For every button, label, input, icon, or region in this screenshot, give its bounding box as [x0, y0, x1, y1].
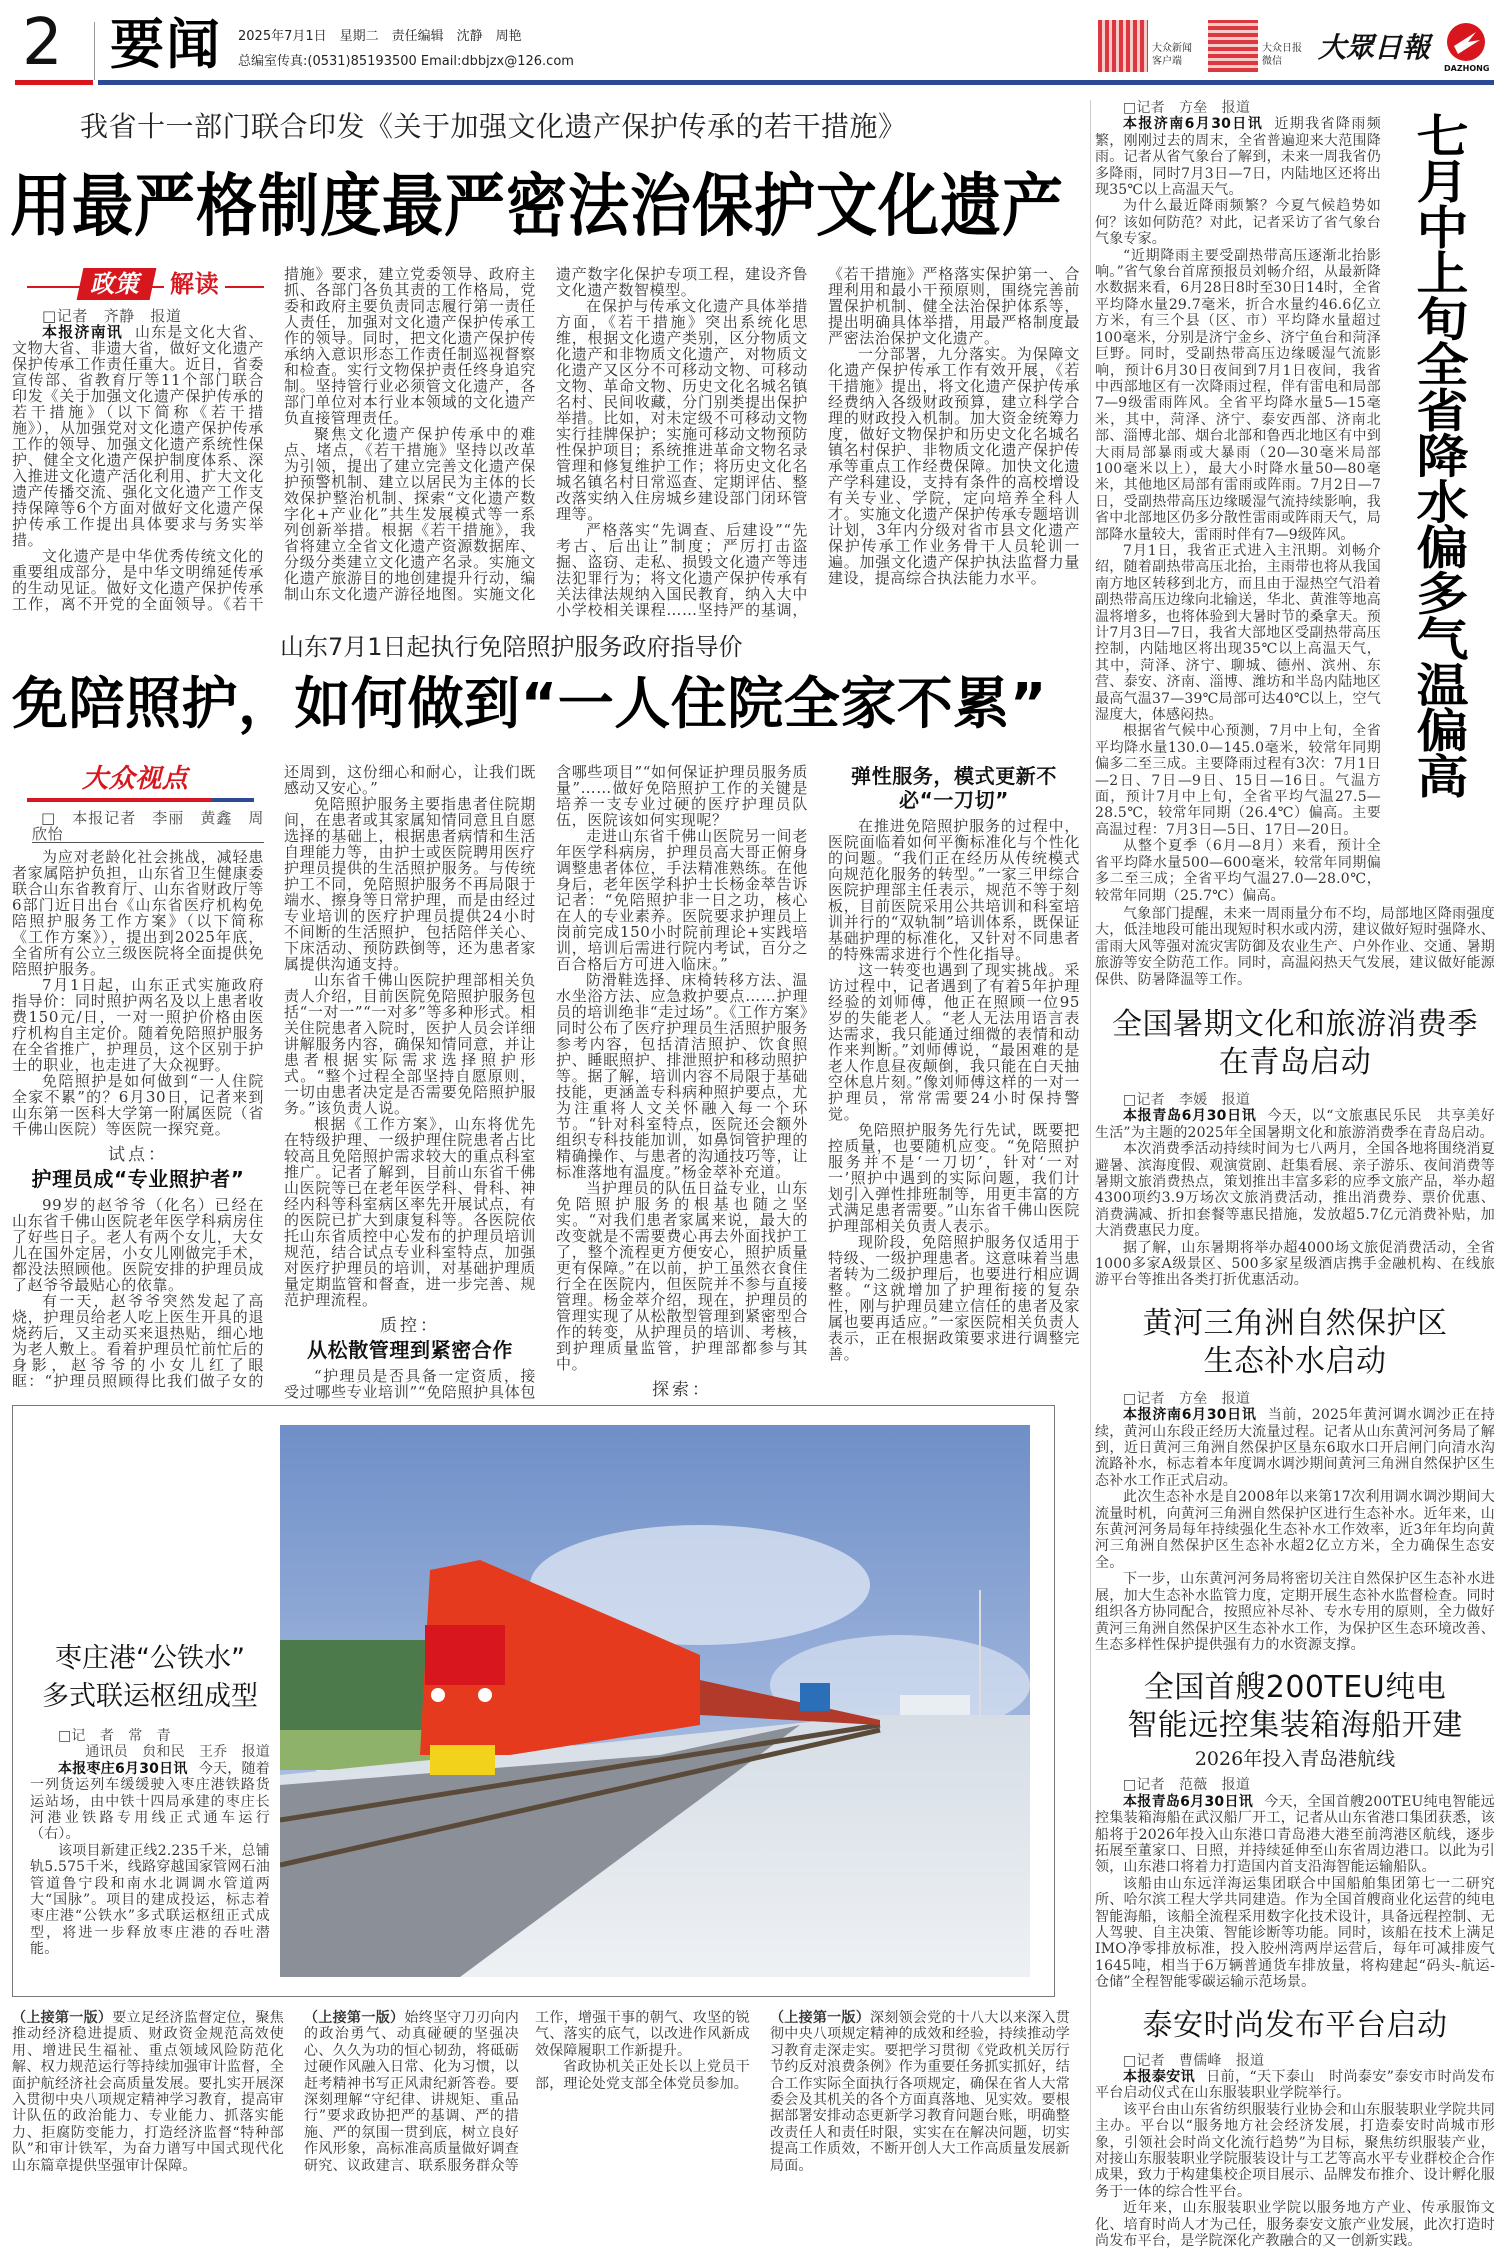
paragraph: 一分部署，九分落实。为保障文化遗产保护传承工作有效开展，《若干措施》提出，将文化遗产保护传承经费纳入各级财政预算，建立科学合理的财政投入机制。加大资金统筹力度，做好文物保护和历史文化名城名镇名村保护、非物质文化遗产保护传承等重点工作经费保障。加快文化遗产学科建设，支持有条件的高校增设有关专业、学院，定向培养全科人才。实施文化遗产保护传承专题培训计划，3年内分级对省市县文化遗产保护传承工作业务骨干人员轮训一遍。加强文化遗产保护执法监督力量建设，提高综合执法能力水平。 [828, 345, 1080, 587]
paragraph: 在推进免陪照护服务的过程中，医院面临着如何平衡标准化与个性化的问题。“我们正在经历从传统模式向规范化服务的转型。”一家三甲综合医院护理部主任表示，规范不等于刻板，目前医院采用公共培训和科室培训并行的“双轨制”培训体系，既保证基础护理的标准化，又针对不同患者的特殊需求进行个性化指导。 [828, 817, 1080, 963]
date-line: 2025年7月1日 星期二 责任编辑 沈静 周艳 [238, 29, 522, 44]
banner-rule-blue [212, 798, 254, 802]
brief-headline [1095, 1669, 1495, 1745]
dateline: 本报济南6月30日讯 [1123, 1407, 1257, 1424]
paragraph: 走进山东省千佛山医院另一间老年医学科病房，护理员高大哥正俯身调整患者体位，手法精准熟练。在他身后，老年医学科护士长杨金萃告诉记者：“免陪照护非一日之功，核心在人的专业素养。医院要求护理员上岗前完成150小时院前理论+实践培训，培训后需进行院内考试，百分之百合格后方可进入临床。” [556, 827, 808, 973]
banner-rule [27, 798, 212, 802]
paragraph [12, 324, 264, 548]
section-title: 护理员成“专业照护者” [31, 1167, 245, 1191]
newspaper-logo [1318, 22, 1498, 78]
paragraph: 据了解，山东暑期将举办超4000场文旅促消费活动，全省1000多家A级景区、500多家星级酒店携手金融机构、在线旅游平台等推出各类打折优惠活动。 [1095, 1239, 1495, 1289]
paragraph: 为什么最近降雨频繁？今夏气候趋势如何？该如何防范？对此，记者采访了省气象台气象专家。 [1095, 198, 1381, 248]
continued-strip [12, 2010, 1080, 2186]
dazhong-viewpoint-banner [12, 764, 264, 804]
paragraph-text: 今天，以“文旅惠民乐民 共享美好生活”为主题的2025年全国暑期文化和旅游消费季在青岛启动。 [1095, 1108, 1495, 1141]
headline-line: 智能远控集装箱海船开建 [1127, 1708, 1463, 1744]
headline-line: 枣庄港“公铁水” [55, 1643, 245, 1674]
qr-label-app [1152, 42, 1192, 68]
byline: 通讯员 贠和民 王乔 报道 [85, 1744, 270, 1761]
policy-banner [12, 266, 264, 302]
paragraph: 根据《工作方案》，山东将优先在特级护理、一级护理住院患者占比较高且免陪照护需求较大的重点科室推广。记者了解到，目前山东省千佛山医院等已在老年医学科、骨科、神经内科等科室病区率先开展试点，有的医院已扩大到康复科等。各医院依托山东省质控中心发布的护理员培训规范，结合试点专业科室特点，加强对医疗护理员的培训，对基础护理质量定期监管和督查，进一步完善、规范护理流程。 [284, 1115, 536, 1309]
banner-label: 大众视点 [82, 764, 189, 794]
paragraph: 7月1日，我省正式进入主汛期。刘畅介绍，随着副热带高压北抬，主雨带也将从我国南方地区转移到北方，而且由于湿热空气沿着副热带高压边缘向北输送，华北、黄淮等地高温将增多，也将体验到大暑时节的桑拿天。预计7月3日—7日，我省大部地区受副热带高压控制，内陆地区将出现35℃以上高温天气，其中，菏泽、济宁、聊城、德州、滨州、东营、泰安、济南、淄博、潍坊和半岛内陆地区最高气温37—39℃局部可达40℃以上，空气湿度大，体感闷热。 [1095, 542, 1381, 724]
paragraph: 严格落实“先调查、后建设”“先考古、后出让”制度；严厉打击盗掘、盗窃、走私、损毁文化遗产等违法犯罪行为；将文化遗产保护传承有关法律法规纳入国民教育，纳入大中小学校相关课程……坚持严的基调，《若干措施》严格落实保护第一、合理利用和最小干预原则，围绕完善前置保护机制、健全法治保护体系等，提出明确具体举措，用最严格制度最严密法治保护文化遗产。 [556, 266, 1080, 619]
paragraph-text: 当前，2025年黄河调水调沙正在持续，黄河山东段正经历大流量过程。记者从山东黄河河务局了解到，近日黄河三角洲自然保护区垦东6取水口开启闸门向清水沟流路补水，标志着本年度调水调沙期间黄河三角洲自然保护区生态补水工作正式启动。 [1095, 1407, 1495, 1489]
weather-closing [1095, 906, 1495, 988]
continued-item [12, 2010, 284, 2174]
dateline: 本报青岛6月30日讯 [1123, 1108, 1257, 1125]
dateline: 本报泰安讯 [1123, 2069, 1196, 2085]
qr-label-line: 大众新闻 [1152, 43, 1192, 54]
section-title: 弹性服务，模式更新不必“一刀切” [851, 764, 1057, 812]
dateline: 本报枣庄6月30日讯 [58, 1760, 188, 1777]
paragraph: 防滑鞋选择、床椅转移方法、温水坐浴方法、应急救护要点……护理员的培训绝非“走过场”。《工作方案》同时公布了医疗护理员生活照护服务参考内容，包括清洁照护、饮食照护、睡眠照护、排泄照护和移动照护等。据了解，培训内容不局限于基础技能，更涵盖专科病种照护要点，尤为注重将人文关怀融入每一个环节。“针对科室特点，医院还会额外组织专科技能加训，如鼻饲管护理的精确操作、与患者的沟通技巧等，让标准落地有温度。”杨金萃补充道。 [556, 971, 808, 1181]
container [800, 1683, 830, 1711]
paragraph-text: 始终坚守刀刃向内的政治勇气、动真碰硬的坚强决心、久久为功的恒心韧劲，将砥砺过硬作风融入日常、化为习惯，以赶考精神书写正风肃纪新答卷。要深刻理解“守纪律、讲规矩、重品行”要求政协把严的基调、严的措施、严的氛围一贯到底，树立良好作风形象，高标准高质量做好调查研究、议政建言、联系服务群众等工作，增强干事的朝气、攻坚的锐气、落实的底气，以改进作风新成效保障履职工作新提升。 [304, 2010, 750, 2174]
paragraph: 为应对老龄化社会挑战，减轻患者家属陪护负担，山东省卫生健康委联合山东省教育厅、山东省财政厅等6部门近日出台《山东省医疗机构免陪照护服务工作方案》（以下简称《工作方案》），提出到2025年底，全省所有公立三级医院将全面提供免陪照护服务。 [12, 848, 264, 978]
paragraph [770, 2010, 1070, 2174]
paragraph-text: 山东是文化大省、文物大省、非遗大省，做好文化遗产保护传承工作责任重大。近日，省委宣传部、省教育厅等11个部门联合印发《关于加强文化遗产保护传承的若干措施》（以下简称《若干措施》），从加强党对文化遗产保护传承工作的领导、加强文化遗产系统性保护、健全文化遗产保护制度体系、深入推进文化遗产活化利用、扩大文化遗产传播交流、强化文化遗产工作支持保障等6个方面对做好文化遗产保护传承工作提出具体要求与务实举措。 [12, 323, 264, 549]
byline: □记者 范薇 报道 [1123, 1777, 1251, 1794]
headline-line: 黄河三角洲自然保护区 [1142, 1305, 1448, 1341]
logo-emblem-icon [1446, 22, 1486, 62]
brief-article [1095, 2007, 1495, 2249]
paragraph-text: 近期我省降雨频繁，刚刚过去的周末，全省普遍迎来大范围降雨。记者从省气象台了解到，未来一周我省仍多降雨，同时7月3日—7日，内陆地区还将出现35℃以上高温天气。 [1095, 116, 1381, 199]
paragraph: 在保护与传承文化遗产具体举措方面，《若干措施》突出系统化思维，根据文化遗产类别，区分物质文化遗产和非物质文化遗产，对物质文化遗产又区分不可移动文物、可移动文物、革命文物、历史文化名城名镇名村、民间收藏，分门别类提出保护举措。比如，对未定级不可移动文物实行挂牌保护；实施可移动文物预防性保护项目；系统推进革命文物名录管理和修复维护工作；将历史文化名城名镇名村日常巡查、定期评估、整改落实纳入住房城乡建设部门闭环管理等。 [556, 297, 808, 523]
paragraph: 山东省千佛山医院护理部相关负责人介绍，目前医院免陪照护服务包括“一对一”“一对多”等多种形式。相关住院患者入院时，医护人员会详细讲解服务内容，确保知情同意，并让患者根据实际需求选择照护形式。“整个过程全部坚持自愿原则，一切由患者决定是否需要免陪照护服务。”该负责人说。 [284, 971, 536, 1117]
paragraph: 聚焦文化遗产保护传承中的难点、堵点，《若干措施》坚持以改革为引领，提出了建立完善文化遗产保护预警机制、建立以居民为主体的长效保护整治机制、探索“文化遗产数字化+产业化”共生发展模式等一系列创新举措。根据《若干措施》，我省将建立全省文化遗产资源数据库、分级分类建立文化遗产名录。实施文化遗产旅游目的地创建提升行动，编制山东文化遗产游径地图。实施文化遗产数字化保护专项工程，建设齐鲁文化遗产数智模型。 [284, 266, 808, 603]
headlight [478, 1688, 492, 1702]
paragraph-text: 要立足经济监督定位，聚焦推动经济稳进提质、财政资金规范高效使用、增进民生福祉、重点领域风险防范化解、权力规范运行等持续加强审计监督，全面护航经济社会高质量发展。要扎实开展深入贯彻中央八项规定精神学习教育，提高审计队伍的政治能力、专业能力、抓落实能力、拒腐防变能力，打造经济监督“特种部队”和审计铁军，为奋力谱写中国式现代化山东篇章提供坚强审计保障。 [12, 2010, 285, 2174]
train-photo[interactable] [280, 1425, 1030, 1977]
continued-note: （上接第一版） [12, 2010, 113, 2026]
paragraph [30, 1761, 270, 1843]
paragraph: 有一天，赵爷爷突然发起了高烧，护理员给老人吃上医生开具的退烧药后，又主动买来退热贴，细心地为老人敷上。看着护理员忙前忙后的身影，赵爷爷的小女儿红了眼眶：“护理员照顾得比我们做子女的还周到，这份细心和耐心，让我们既感动又安心。” [12, 764, 536, 1390]
locomotive-bumper [430, 1745, 495, 1775]
paragraph [12, 2010, 284, 2174]
qr-code-wechat[interactable] [1208, 20, 1258, 72]
article-kicker: 山东7月1日起执行免陪照护服务政府指导价 [280, 633, 743, 661]
qr-label-line: 大众日报 [1262, 43, 1302, 54]
paragraph: 根据省气候中心预测，7月中上旬，全省平均降水量130.0—145.0毫米，较常年同期偏多二至三成。主要降雨过程有3次：7月1日—2日、7日—9日、15日—16日。气温方面，预计7月中上旬，全省平均气温27.5—28.5℃，较常年同期（26.4℃）偏高。主要高温过程：7月3日—5日、17日—20日。 [1095, 723, 1381, 838]
contact-line: 总编室传真:(0531)85193500 Email:dbbjzx@126.com [238, 54, 574, 69]
storage-tanks [900, 1695, 970, 1715]
article-kicker: 我省十一部门联合印发《关于加强文化遗产保护传承的若干措施》 [80, 110, 907, 143]
byline: □记 者 常 青 [58, 1728, 171, 1744]
page-number-underline [15, 80, 93, 85]
page-number: 2 [22, 6, 63, 80]
paragraph [304, 2010, 750, 2186]
paragraph [1095, 1794, 1495, 1876]
banner-on-locomotive [425, 1625, 505, 1685]
paragraph: 文化遗产是中华优秀传统文化的重要组成部分，是中华文明绵延传承的生动见证。做好文化遗产保护传承工作，离不开党的全面领导。《若干措施》要求，建立党委领导、政府主抓、各部门各负其责的工作格局，党委和政府主要负责同志履行第一责任人责任，加强对文化遗产保护传承工作的领导。同时，把文化遗产保护传承纳入意识形态工作责任制巡视督察和检查。实行文物保护责任终身追究制。坚持管行业必须管文化遗产，各部门单位对本行业本领域的文化遗产负直接管理责任。 [12, 266, 536, 613]
story-headline [30, 1640, 270, 1716]
brief-article [1095, 1006, 1495, 1289]
article-headline: 免陪照护，如何做到“一人住院全家不累” [12, 672, 1048, 737]
right-column-divider [1090, 100, 1091, 2180]
article-headline: 用最严格制度最严密法治保护文化遗产 [10, 166, 1065, 247]
byline: □ 本报记者 李丽 黄鑫 周欣怡 [32, 809, 264, 843]
paragraph: 此次生态补水是自2008年以来第17次利用调水调沙期间大流量时机，向黄河三角洲自然保护区进行生态补水。近年来，山东黄河河务局每年持续强化生态补水工作效率，近3年年均向黄河三角洲自然保护区生态补水超2亿立方米，全力确保生态安全。 [1095, 1489, 1495, 1571]
paragraph: 免陪照护服务主要指患者住院期间，在患者或其家属知情同意且自愿选择的基础上，根据患者病情和生活自理能力等，由护士或医院聘用医疗护理员提供的生活照护服务。与传统护工不同，免陪照护服务不再局限于端水、擦身等日常护理，而是由经过专业培训的医疗护理员提供24小时不间断的生活照护，包括陪伴关心、下床活动、预防跌倒等，还为患者家属提供沟通支持。 [284, 795, 536, 973]
paragraph-text: 日前，“天下泰山 时尚泰安”泰安市时尚发布平台启动仪式在山东服装职业学院举行。 [1095, 2069, 1496, 2102]
brief-article [1095, 1305, 1495, 1654]
continued-note: （上接第一版） [770, 2010, 871, 2026]
paragraph: “护理员是否具备一定资质，接受过哪些专业培训”“免陪照护具体包含哪些项目”“如何保证护理员服务质量”……做好免陪照护工作的关键是培养一支专业过硬的医疗护理员队伍，医院该如何实现呢？ [284, 764, 808, 1400]
logo-calligraphy: 大眾日報 [1318, 31, 1431, 64]
section-kicker: 试点： [108, 1145, 168, 1165]
brief-subheadline: 2026年投入青岛港航线 [1194, 1748, 1396, 1771]
header-blue-rule [98, 80, 1494, 85]
photo-story-text [30, 1640, 270, 1958]
paragraph: 7月1日起，山东正式实施政府指导价：同时照护两名及以上患者收费150元/日，一对一照护价格由医疗机构自主定价。随着免陪照护服务在全省推广，护理员，这个区别于护士的职业，也走进了大众视野。 [12, 976, 264, 1074]
banner-label-1: 政策 [77, 268, 157, 300]
paragraph: 现阶段，免陪照护服务仅适用于特级、一级护理患者。这意味着当患者转为二级护理后，也要进行相应调整。“这就增加了护理衔接的复杂性，刚与护理员建立信任的患者及家属也要再适应。”一家医院相关负责人表示，正在根据政策要求进行调整完善。 [828, 1233, 1080, 1363]
qr-label-wechat [1262, 42, 1302, 68]
qr-label-line: 客户端 [1152, 56, 1182, 67]
banner-label-2: 解读 [164, 268, 225, 300]
qr-code-app[interactable] [1098, 20, 1148, 72]
paragraph: 免陪照护是如何做到“一人住院全家不累”的？6月30日，记者来到山东第一医科大学第一附属医院（省千佛山医院）等医院一探究竟。 [12, 1072, 264, 1138]
byline: □记者 李媛 报道 [1123, 1091, 1251, 1108]
paragraph: 本次消费季活动持续时间为七八两月，全国各地将围绕消夏避暑、滨海度假、观演赏剧、赶集看展、亲子游乐、夜间消费等暑期文旅消费热点，策划推出丰富多彩的应季文旅产品，举办超4300项约3.9万场次文旅消费活动，推出消费券、票价优惠、消费满减、折扣套餐等惠民措施，发放超5.7亿元消费补贴，加大消费惠民力度。 [1095, 1141, 1495, 1240]
weather-vertical-headline: 七月中上旬全省降水偏多气温偏高 [1407, 112, 1467, 799]
headline-line: 生态补水启动 [1203, 1343, 1387, 1379]
dateline: 本报青岛6月30日讯 [1123, 1793, 1254, 1810]
paragraph: 该项目新建正线2.235千米，总铺轨5.575千米，线路穿越国家管网石油管道鲁宁段和南水北调调水管道两大“国脉”。项目的建成投运，标志着枣庄港“公铁水”多式联运枢纽正式成型，将进一步释放枣庄港的吞吐潜能。 [30, 1842, 270, 1958]
section-kicker: 质控： [380, 1316, 440, 1336]
paragraph: 气象部门提醒，未来一周雨量分布不均，局部地区降雨强度大，低洼地段可能出现短时积水或内涝，建议做好短时强降水、雷雨大风等强对流灾害防御及农业生产、户外作业、交通、暑期旅游等安全防范工作。同时，高温闷热天气发展，建议做好能源保供、防暑降温等工作。 [1095, 905, 1495, 988]
section-kicker: 探索： [652, 1380, 712, 1400]
headline-line: 全国首艘200TEU纯电 [1143, 1670, 1447, 1706]
article-body [12, 764, 1080, 1400]
paragraph: 从整个夏季（6月—8月）来看，预计全省平均降水量500—600毫米，较常年同期偏多二至三成；全省平均气温27.0—28.0℃，较常年同期（25.7℃）偏高。 [1095, 838, 1381, 904]
paragraph-text: 今天，全国首艘200TEU纯电智能远控集装箱海船在武汉船厂开工，记者从山东省港口集团获悉，该船将于2026年投入山东港口青岛港大港至前湾港区航线，逐步拓展至董家口、日照，并持续延伸至山东省周边港口。以此为引领，山东港口将着力打造国内首支沿海智能运输船队。 [1095, 1793, 1495, 1876]
weather-headline-area [1381, 100, 1495, 904]
headline-line: 全国暑期文化和旅游消费季 [1112, 1006, 1478, 1042]
brief-headline [1095, 1006, 1495, 1082]
brief-article [1095, 1669, 1495, 1990]
paragraph: 该平台由山东省纺织服装行业协会和山东服装职业学院共同主办。平台以“服务地方社会经济发展，打造泰安时尚城市形象，引领社会时尚文化流行趋势”为目标，聚焦纺织服装产业，对接山东服装职业学院服装设计与工艺等高水平专业群校企合作成果，致力于构建集校企项目展示、品牌发布推介、设计孵化服务于一体的综合性平台。 [1095, 2101, 1495, 2200]
paragraph: 近年来，山东服装职业学院以服务地方产业、传承服饰文化、培育时尚人才为己任，服务泰安文旅产业发展，此次打造时尚发布平台，是学院深化产教融合的又一创新实践。 [1095, 2200, 1495, 2249]
paragraph: 这一转变也遇到了现实挑战。采访过程中，记者遇到了有着5年护理经验的刘师傅，他正在照顾一位95岁的失能老人。“老人无法用语言表达需求，我只能通过细微的表情和动作来判断。”刘师傅说，“最困难的是老人作息昼夜颠倒，我只能在白天抽空休息片刻。”像刘师傅这样的一对一护理员，常常需要24小时保持警觉。 [828, 961, 1080, 1123]
byline: □记者 齐静 报道 [42, 307, 182, 325]
article-body [12, 266, 1080, 624]
paragraph: 99岁的赵爷爷（化名）已经在山东省千佛山医院老年医学科病房住了好些日子。老人有两个女儿，大女儿在国外定居，小女儿刚做完手术，都没法照顾他。医院安排的护理员成了赵爷爷最贴心的依靠。 [12, 1196, 264, 1294]
brief-headline: 泰安时尚发布平台启动 [1142, 2007, 1448, 2043]
masthead-divider [94, 22, 95, 80]
paragraph-text: 今天，随着一列货运列车缓缓驶入枣庄港铁路货运站场，由中铁十四局承建的枣庄长河港业铁路专用线正式通车运行（右）。 [30, 1760, 270, 1843]
continued-item [304, 2010, 750, 2186]
paragraph [1095, 2069, 1495, 2102]
weather-article [1095, 100, 1495, 904]
continued-item [770, 2010, 1070, 2174]
byline: □记者 方垒 报道 [1123, 100, 1251, 116]
paragraph: 免陪照护服务先行先试，既要把控质量，也要随机应变。“免陪照护服务并不是‘一刀切’，针对‘一对一’照护中遇到的实际问题，我们计划引入弹性排班制等，用更丰富的方式满足患者需要。”山东省千佛山医院护理部相关负责人表示。 [828, 1121, 1080, 1235]
continued-note: （上接第一版） [304, 2010, 405, 2026]
brief-headline [1095, 1305, 1495, 1381]
right-column [1095, 100, 1495, 2249]
section-title: 从松散管理到紧密合作 [307, 1338, 513, 1362]
headlight [431, 1688, 445, 1702]
byline: □记者 曹儒峰 报道 [1123, 2052, 1265, 2069]
paragraph: 当护理员的队伍日益专业，山东免陪照护服务的根基也随之坚实。“对我们患者家属来说，最大的改变就是不需要费心再去外面找护工了，整个流程更方便安心，照护质量更有保障。”在以前，护工虽然衣食住行全在医院内，但医院并不参与直接管理。杨金萃介绍，现在，护理员的管理实现了从松散型管理到紧密型合作的转变，从护理员的培训、考核，到护理质量监管，护理部都参与其中。 [556, 1179, 808, 1373]
logo-subtext: DAZHONG [1444, 64, 1490, 73]
byline: □记者 方垒 报道 [1123, 1390, 1251, 1407]
weather-body [1095, 100, 1381, 904]
paragraph [1095, 1108, 1495, 1141]
paragraph-text: 深刻领会党的十八大以来深入贯彻中央八项规定精神的成效和经验，持续推动学习教育走深走实。要把学习贯彻《党政机关厉行节约反对浪费条例》作为重要任务抓实抓好，结合工作实际全面执行各项规定，确保在省人大常委会及其机关的各个方面真落地、见实效。要根据部署安排动态更新学习教育问题台账，明确整改责任人和责任时限，实实在在解决问题，切实提高工作质效，不断开创人大工作高质量发展新局面。 [770, 2010, 1070, 2174]
dateline: 本报济南6月30日讯 [1123, 116, 1264, 133]
headline-line: 多式联运枢纽成型 [42, 1681, 258, 1712]
qr-label-line: 微信 [1262, 56, 1282, 67]
paragraph: 该船由山东远洋海运集团联合中国船舶集团第七一二研究所、哈尔滨工程大学共同建造。作为全国首艘商业化运营的纯电智能海船，该船全流程采用数字化技术设计，具备远程控制、无人驾驶、自主决策、智能诊断等功能。同时，该船在技术上满足IMO净零排放标准，投入胶州湾两岸运营后，每年可减排废气1645吨，相当于6万辆普通货车排放量，将构建起“码头-航运-仓储”全程智能零碳运输示范场景。 [1095, 1875, 1495, 1991]
paragraph: “近期降雨主要受副热带高压逐渐北抬影响。”省气象台首席预报员刘畅介绍，从最新降水数据来看，6月28日8时至30日14时，全省平均降水量29.7毫米，折合水量约46.6亿立方米，有三个县（区、市）平均降水量超过100毫米，分别是济宁金乡、济宁鱼台和菏泽巨野。同时，受副热带高压边缘暖湿气流影响，预计6月30日夜间到7月1日夜间，我省中西部地区有一次降雨过程，伴有雷电和局部7—9级雷雨阵风。全省平均降水量5—15毫米，其中，菏泽、济宁、泰安西部、济南北部、淄博北部、烟台北部和鲁西北地区有中到大雨局部暴雨或大暴雨（20—30毫米局部100毫米以上），最大小时降水量50—80毫米，其他地区局部有雷雨或阵雨。7月2日—7日，受副热带高压边缘暖湿气流持续影响，我省中北部地区仍多分散性雷雨或阵雨天气，局部降水量较大，雷雨时伴有7—9级阵风。 [1095, 247, 1381, 543]
paragraph [1095, 116, 1381, 198]
paragraph: 省政协机关正处长以上党员干部，理论处党支部全体党员参加。 [535, 2059, 750, 2092]
paragraph: 下一步，山东黄河河务局将密切关注自然保护区生态补水进展，加大生态补水监管力度，定期开展生态补水监督检查。同时组织各方协同配合，按照应补尽补、专水专用的原则，全力做好黄河三角洲自然保护区生态补水工作，为保护区生态环境改善、生态多样性保护提供强有力的水资源支撑。 [1095, 1571, 1495, 1653]
dateline: 本报济南讯 [42, 323, 123, 341]
section-title: 要闻 [110, 13, 222, 76]
paragraph [1095, 1407, 1495, 1489]
headline-line: 在青岛启动 [1218, 1044, 1372, 1080]
